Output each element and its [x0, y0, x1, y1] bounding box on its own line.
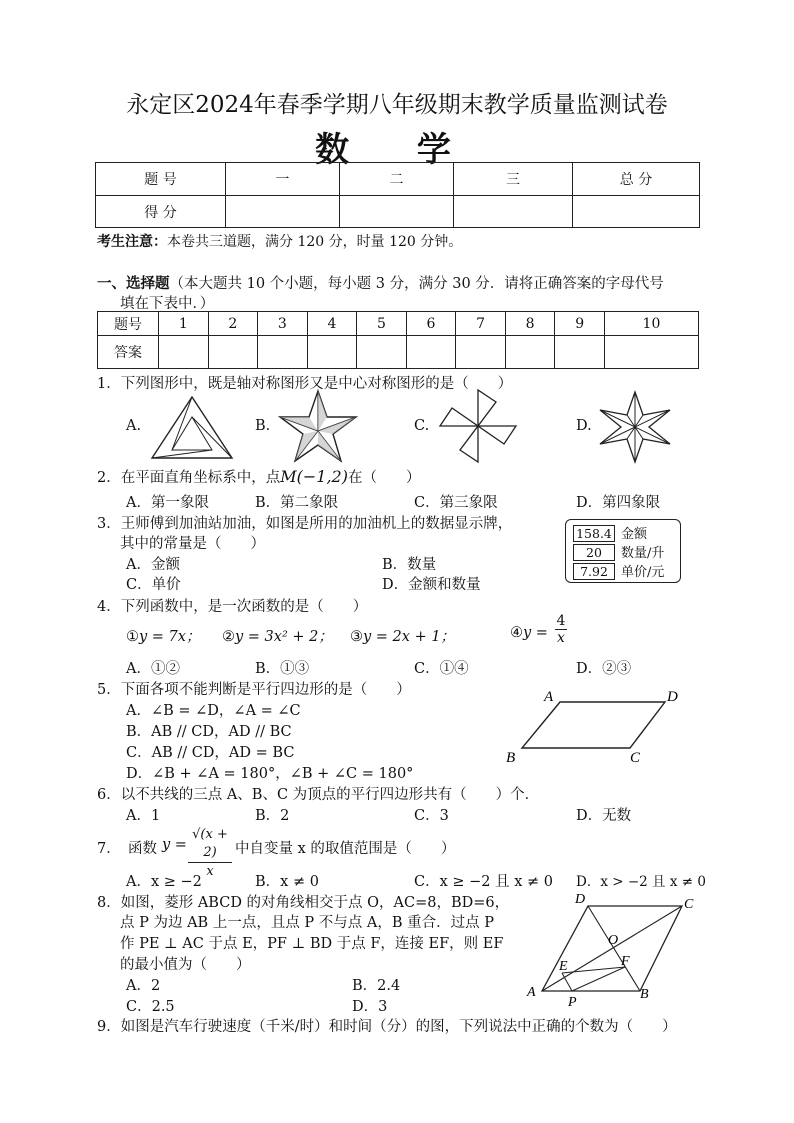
- q8-option-c: C．2.5: [126, 999, 175, 1015]
- q4-option-a: A．①②: [126, 661, 180, 677]
- answer-num: 7: [456, 312, 506, 336]
- answer-cell[interactable]: [604, 336, 698, 369]
- q5-stem: 5．下面各项不能判断是平行四边形的是（ ）: [97, 682, 411, 698]
- answer-cell[interactable]: [208, 336, 258, 369]
- q8-line-2: 点 P 为边 AB 上一点，且点 P 不与点 A，B 重合．过点 P: [120, 915, 495, 931]
- q3-option-b: B．数量: [382, 557, 437, 573]
- answer-num: 9: [555, 312, 605, 336]
- q8-label-c: C: [684, 897, 694, 912]
- q8-label-o: O: [608, 933, 619, 948]
- q5-label-c: C: [630, 750, 641, 766]
- answer-num: 8: [505, 312, 555, 336]
- q5-label-b: B: [506, 750, 516, 766]
- q7-option-d: D．x > −2 且 x ≠ 0: [576, 874, 706, 890]
- q2-stem: [97, 466, 420, 487]
- exam-notice: [97, 231, 462, 251]
- q6-option-b: B．2: [255, 808, 290, 824]
- q1-option-b: B.: [255, 418, 271, 434]
- q8-line-4: 的最小值为（ ）: [120, 957, 251, 973]
- q6-option-c: C．3: [414, 808, 449, 824]
- score-cell-1[interactable]: [226, 196, 340, 228]
- score-header-total: 总 分: [573, 163, 700, 196]
- answer-cell[interactable]: [159, 336, 209, 369]
- q4-func-2-marker: ②: [222, 629, 235, 645]
- score-cell-3[interactable]: [454, 196, 573, 228]
- answer-cell[interactable]: [357, 336, 407, 369]
- q4-func-2-expr: y = 3x² + 2；: [235, 629, 333, 645]
- answer-cell[interactable]: [456, 336, 506, 369]
- q7-frac-den: x: [206, 864, 214, 879]
- q7-frac-num: √(x + 2): [188, 826, 232, 863]
- answer-cell[interactable]: [555, 336, 605, 369]
- q4-frac-den: x: [557, 630, 565, 646]
- q1-option-d: D.: [576, 418, 592, 434]
- score-table: [95, 162, 700, 228]
- q1-figure-b-star-icon: [278, 389, 358, 463]
- q2-point: M(−1,2): [280, 467, 348, 486]
- q3-stem-1: 3．王师傅到加油站加油，如图是所用的加油机上的数据显示牌，: [97, 516, 513, 532]
- notice-label: 考生注意：: [97, 234, 167, 250]
- q2-stem-post: 在（ ）: [347, 470, 421, 486]
- answer-num: 2: [208, 312, 258, 336]
- fuel-display-board: [565, 519, 681, 583]
- q8-option-a: A．2: [126, 978, 161, 994]
- display-label: 单价/元: [621, 565, 665, 580]
- q8-option-b: B．2.4: [352, 978, 401, 994]
- q6-option-a: A．1: [126, 808, 161, 824]
- answer-cell[interactable]: [505, 336, 555, 369]
- q9-stem: 9．如图是汽车行驶速度（千米/时）和时间（分）的图，下列说法中正确的个数为（ ）: [97, 1019, 677, 1035]
- q4-func-2: [222, 625, 333, 646]
- q5-label-a: A: [544, 689, 554, 705]
- score-cell-total[interactable]: [573, 196, 700, 228]
- q8-rhombus-figure: [522, 888, 702, 1010]
- q2-stem-pre: 2．在平面直角坐标系中，点: [97, 470, 281, 486]
- answer-cell[interactable]: [307, 336, 357, 369]
- q1-option-c: C.: [414, 418, 430, 434]
- answer-cell[interactable]: [406, 336, 456, 369]
- answer-cell[interactable]: [258, 336, 308, 369]
- display-label: 数量/升: [621, 546, 665, 561]
- q1-figure-a-triangle-icon: [150, 395, 234, 461]
- q4-func-4-marker: ④: [510, 625, 523, 641]
- q3-option-c: C．单价: [126, 577, 181, 593]
- score-header-2: 二: [340, 163, 454, 196]
- display-value: 20: [573, 544, 615, 561]
- display-row-amount: [573, 523, 647, 540]
- q6-stem: 6．以不共线的三点 A、B、C 为顶点的平行四边形共有（ ）个．: [97, 787, 540, 803]
- display-row-price: [573, 561, 664, 578]
- q1-option-a: A.: [126, 418, 142, 434]
- q2-option-b: B．第二象限: [255, 495, 339, 511]
- q7-stem-post: 中自变量 x 的取值范围是（ ）: [235, 841, 456, 857]
- q8-option-d: D．3: [352, 999, 388, 1015]
- display-value: 7.92: [573, 563, 615, 580]
- q4-option-d: D．②③: [576, 661, 632, 677]
- q1-figure-d-flower-icon: [598, 390, 672, 464]
- answer-header-label: 题号: [98, 312, 159, 336]
- display-label: 金额: [621, 527, 648, 542]
- section1-desc: （本大题共 10 个小题，每小题 3 分，满分 30 分．请将正确答案的字母代号: [169, 276, 664, 292]
- q4-func-4: [510, 625, 548, 641]
- q7-option-a: A．x ≥ −2: [126, 874, 202, 890]
- q5-option-c: C．AB // CD，AD = BC: [126, 745, 295, 761]
- q2-option-c: C．第三象限: [414, 495, 498, 511]
- q3-stem-2: 其中的常量是（ ）: [120, 536, 265, 552]
- q7-y-eq: y =: [162, 837, 187, 853]
- q8-line-3: 作 PE ⊥ AC 于点 E，PF ⊥ BD 于点 F，连接 EF，则 EF: [120, 936, 504, 952]
- subject-title: 数 学: [315, 130, 479, 170]
- q4-func-4-expr: y =: [523, 625, 548, 641]
- q8-label-e: E: [559, 959, 568, 974]
- q4-func-1-marker: ①: [126, 629, 139, 645]
- answer-num: 4: [307, 312, 357, 336]
- q8-line-1: 8．如图，菱形 ABCD 的对角线相交于点 O，AC=8，BD=6，: [97, 895, 510, 911]
- q4-func-1-expr: y = 7x；: [139, 629, 201, 645]
- answer-num: 6: [406, 312, 456, 336]
- answer-num: 5: [357, 312, 407, 336]
- answer-num: 10: [604, 312, 698, 336]
- q8-label-d: D: [575, 892, 586, 907]
- q4-frac-num: 4: [556, 613, 566, 629]
- q7-stem-pre: 7． 函数: [97, 841, 157, 857]
- q8-label-b: B: [640, 987, 649, 1002]
- q7-option-c: C．x ≥ −2 且 x ≠ 0: [414, 874, 554, 890]
- q5-option-b: B．AB // CD，AD // BC: [126, 724, 292, 740]
- q3-option-d: D．金额和数量: [382, 577, 481, 593]
- q4-func-3-marker: ③: [350, 629, 363, 645]
- answer-num: 1: [159, 312, 209, 336]
- q2-option-a: A．第一象限: [126, 495, 209, 511]
- score-cell-2[interactable]: [340, 196, 454, 228]
- q4-fraction: [555, 613, 567, 646]
- answer-row-label: 答案: [98, 336, 159, 369]
- score-header-label: 题 号: [96, 163, 226, 196]
- answer-table: [97, 311, 699, 369]
- q1-figure-c-pinwheel-icon: [438, 388, 518, 464]
- answer-num: 3: [258, 312, 308, 336]
- q4-func-3: [350, 625, 455, 646]
- q2-option-d: D．第四象限: [576, 495, 661, 511]
- q7-option-b: B．x ≠ 0: [255, 874, 319, 890]
- q1-stem: 1．下列图形中，既是轴对称图形又是中心对称图形的是（ ）: [97, 376, 513, 392]
- q6-option-d: D．无数: [576, 808, 632, 824]
- q5-label-d: D: [667, 689, 678, 705]
- q4-func-1: [126, 625, 200, 646]
- q4-option-b: B．①③: [255, 661, 310, 677]
- section1-heading: [97, 272, 664, 293]
- q8-label-p: P: [568, 995, 577, 1010]
- section1-desc-2: 填在下表中．）: [120, 296, 215, 312]
- score-row-label: 得 分: [96, 196, 226, 228]
- q4-option-c: C．①④: [414, 661, 469, 677]
- q8-label-a: A: [527, 985, 536, 1000]
- q4-stem: 4．下列函数中，是一次函数的是（ ）: [97, 599, 368, 615]
- q3-option-a: A．金额: [126, 557, 180, 573]
- q8-label-f: F: [621, 954, 630, 969]
- display-value: 158.4: [573, 525, 615, 542]
- q4-func-3-expr: y = 2x + 1；: [363, 629, 456, 645]
- score-header-1: 一: [226, 163, 340, 196]
- exam-title: 永定区2024年春季学期八年级期末教学质量监测试卷: [126, 92, 668, 118]
- notice-text: 本卷共三道题，满分 120 分，时量 120 分钟。: [167, 234, 463, 250]
- q5-parallelogram-figure: [500, 684, 690, 766]
- q5-option-d: D．∠B + ∠A = 180°，∠B + ∠C = 180°: [126, 766, 414, 782]
- display-row-quantity: [573, 542, 664, 559]
- q5-option-a: A．∠B = ∠D，∠A = ∠C: [126, 703, 301, 719]
- section1-title: 一、选择题: [97, 275, 170, 292]
- score-header-3: 三: [454, 163, 573, 196]
